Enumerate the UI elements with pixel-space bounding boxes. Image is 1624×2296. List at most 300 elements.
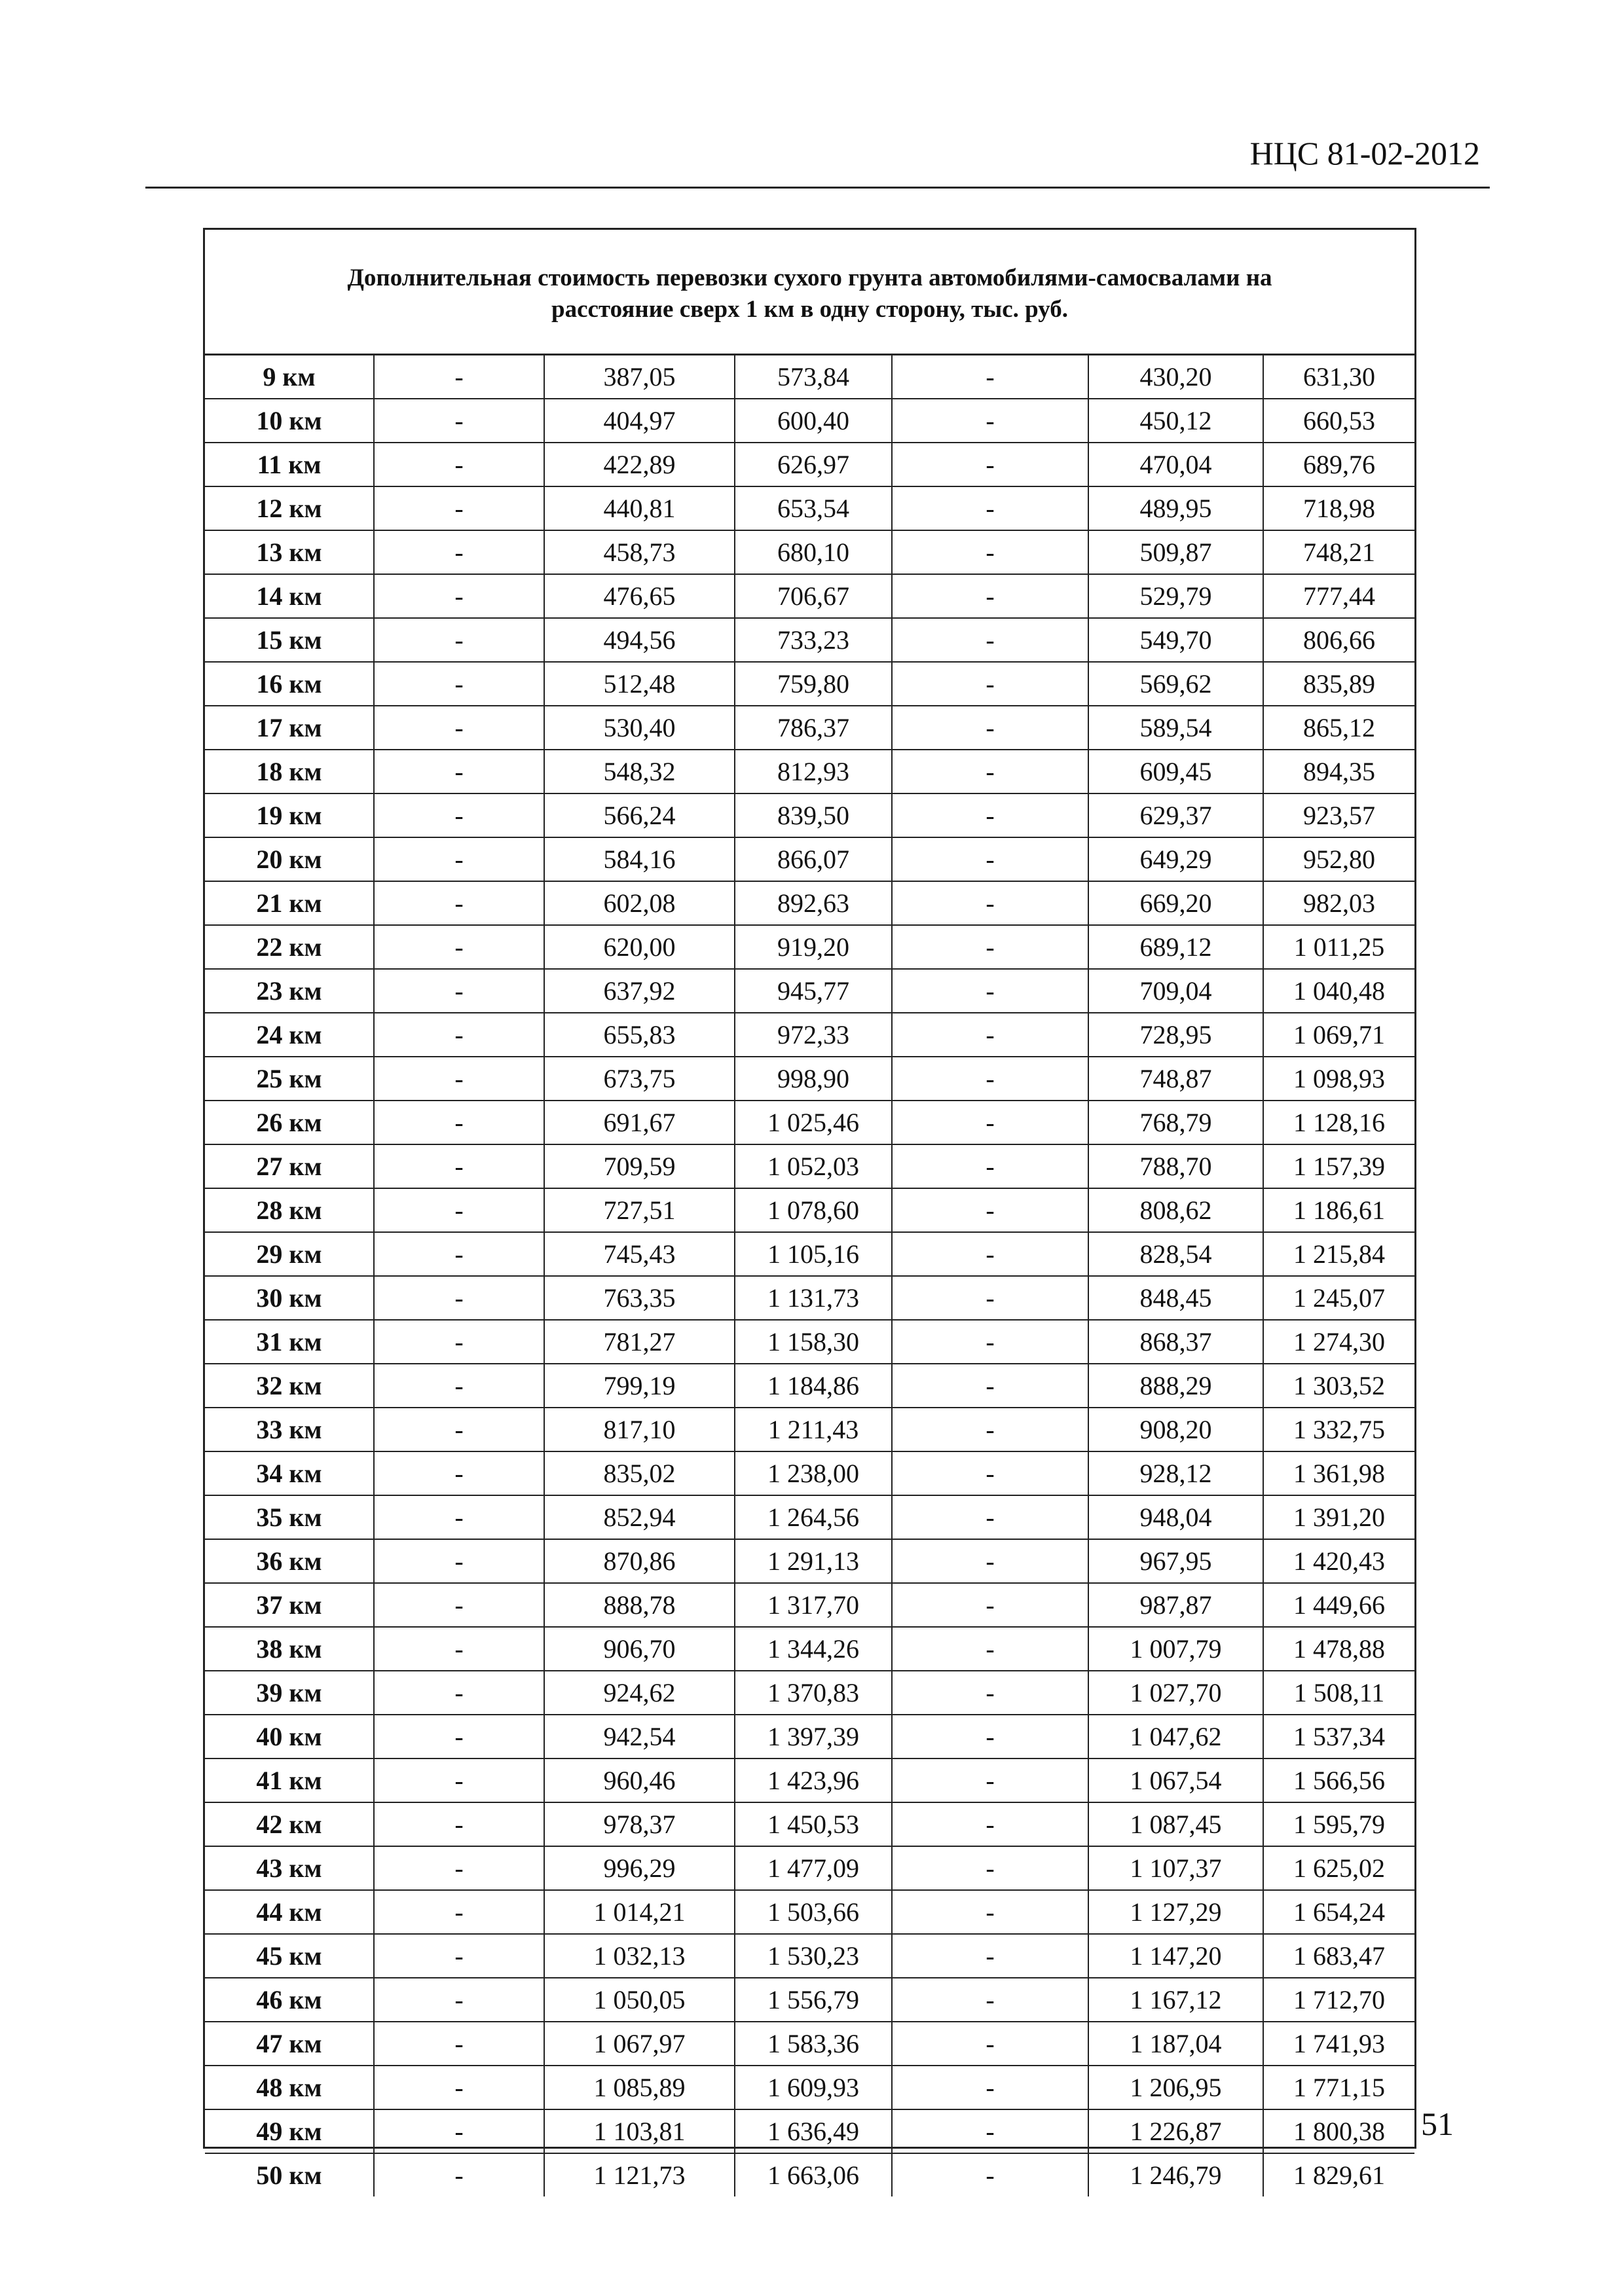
value-cell-6: 1 595,79 [1263,1802,1414,1846]
table-row [205,969,1414,1013]
value-cell-4: - [892,2066,1088,2109]
value-cell-1: - [374,1232,544,1276]
table-row [205,618,1414,662]
value-cell-5: 1 187,04 [1088,2022,1263,2066]
value-cell-3: 1 184,86 [735,1364,892,1408]
value-cell-2: 440,81 [544,486,735,530]
value-cell-5: 828,54 [1088,1232,1263,1276]
value-cell-6: 1 449,66 [1263,1583,1414,1627]
value-cell-6: 894,35 [1263,750,1414,793]
value-cell-4: - [892,355,1088,399]
distance-cell: 32 км [205,1364,374,1408]
page-number: 51 [1421,2105,1454,2142]
value-cell-1: - [374,618,544,662]
value-cell-2: 620,00 [544,925,735,969]
table-row [205,1627,1414,1671]
value-cell-3: 653,54 [735,486,892,530]
distance-cell: 47 км [205,2022,374,2066]
value-cell-4: - [892,662,1088,706]
value-cell-1: - [374,750,544,793]
value-cell-5: 589,54 [1088,706,1263,750]
caption-line-1: Дополнительная стоимость перевозки сухого грунта автомобилями-самосвалами на [347,264,1272,291]
distance-cell: 29 км [205,1232,374,1276]
distance-cell: 39 км [205,1671,374,1715]
value-cell-5: 768,79 [1088,1101,1263,1144]
distance-cell: 12 км [205,486,374,530]
value-cell-5: 788,70 [1088,1144,1263,1188]
value-cell-4: - [892,1320,1088,1364]
table-row [205,2066,1414,2109]
value-cell-1: - [374,1978,544,2022]
value-cell-5: 1 027,70 [1088,1671,1263,1715]
value-cell-3: 759,80 [735,662,892,706]
value-cell-4: - [892,2109,1088,2153]
value-cell-4: - [892,1583,1088,1627]
value-cell-2: 1 103,81 [544,2109,735,2153]
value-cell-1: - [374,793,544,837]
distance-cell: 33 км [205,1408,374,1451]
distance-cell: 30 км [205,1276,374,1320]
value-cell-4: - [892,706,1088,750]
value-cell-3: 680,10 [735,530,892,574]
value-cell-5: 629,37 [1088,793,1263,837]
value-cell-4: - [892,2153,1088,2196]
distance-cell: 43 км [205,1846,374,1890]
value-cell-1: - [374,1057,544,1101]
table-row [205,1188,1414,1232]
value-cell-3: 1 663,06 [735,2153,892,2196]
value-cell-4: - [892,793,1088,837]
value-cell-1: - [374,355,544,399]
value-cell-6: 865,12 [1263,706,1414,750]
value-cell-4: - [892,1101,1088,1144]
table-row [205,1495,1414,1539]
distance-cell: 16 км [205,662,374,706]
value-cell-6: 1 420,43 [1263,1539,1414,1583]
value-cell-6: 1 508,11 [1263,1671,1414,1715]
value-cell-3: 892,63 [735,881,892,925]
value-cell-6: 1 186,61 [1263,1188,1414,1232]
value-cell-4: - [892,1758,1088,1802]
value-cell-1: - [374,1934,544,1978]
value-cell-5: 1 167,12 [1088,1978,1263,2022]
table-row [205,1408,1414,1451]
value-cell-4: - [892,1539,1088,1583]
value-cell-2: 870,86 [544,1539,735,1583]
value-cell-5: 1 007,79 [1088,1627,1263,1671]
table-row [205,2022,1414,2066]
value-cell-3: 1 131,73 [735,1276,892,1320]
value-cell-6: 1 332,75 [1263,1408,1414,1451]
value-cell-4: - [892,1495,1088,1539]
value-cell-2: 637,92 [544,969,735,1013]
value-cell-5: 987,87 [1088,1583,1263,1627]
value-cell-4: - [892,969,1088,1013]
table-row [205,1144,1414,1188]
value-cell-2: 691,67 [544,1101,735,1144]
value-cell-3: 733,23 [735,618,892,662]
distance-cell: 41 км [205,1758,374,1802]
value-cell-5: 569,62 [1088,662,1263,706]
distance-cell: 42 км [205,1802,374,1846]
document-code: НЦС 81-02-2012 [1249,135,1480,172]
distance-cell: 31 км [205,1320,374,1364]
value-cell-4: - [892,486,1088,530]
table-row [205,1451,1414,1495]
value-cell-2: 1 067,97 [544,2022,735,2066]
value-cell-3: 1 238,00 [735,1451,892,1495]
value-cell-1: - [374,881,544,925]
value-cell-5: 908,20 [1088,1408,1263,1451]
value-cell-4: - [892,1890,1088,1934]
table-row [205,1057,1414,1101]
value-cell-2: 422,89 [544,443,735,486]
distance-cell: 44 км [205,1890,374,1934]
value-cell-2: 745,43 [544,1232,735,1276]
distance-cell: 11 км [205,443,374,486]
value-cell-3: 786,37 [735,706,892,750]
value-cell-6: 923,57 [1263,793,1414,837]
value-cell-6: 1 245,07 [1263,1276,1414,1320]
value-cell-1: - [374,1758,544,1802]
table-caption [205,230,1414,355]
value-cell-4: - [892,1364,1088,1408]
table-row [205,1890,1414,1934]
value-cell-2: 602,08 [544,881,735,925]
value-cell-2: 996,29 [544,1846,735,1890]
distance-cell: 25 км [205,1057,374,1101]
distance-cell: 17 км [205,706,374,750]
table-row [205,443,1414,486]
value-cell-5: 728,95 [1088,1013,1263,1057]
table-row [205,662,1414,706]
value-cell-3: 1 158,30 [735,1320,892,1364]
value-cell-3: 1 291,13 [735,1539,892,1583]
value-cell-3: 1 264,56 [735,1495,892,1539]
value-cell-6: 1 829,61 [1263,2153,1414,2196]
distance-cell: 13 км [205,530,374,574]
table-row [205,2109,1414,2153]
value-cell-4: - [892,1013,1088,1057]
value-cell-1: - [374,1890,544,1934]
value-cell-3: 839,50 [735,793,892,837]
value-cell-3: 706,67 [735,574,892,618]
data-grid [205,355,1414,2196]
table-row [205,1802,1414,1846]
value-cell-6: 835,89 [1263,662,1414,706]
value-cell-1: - [374,1495,544,1539]
value-cell-3: 1 556,79 [735,1978,892,2022]
value-cell-3: 1 025,46 [735,1101,892,1144]
value-cell-6: 1 478,88 [1263,1627,1414,1671]
value-cell-5: 709,04 [1088,969,1263,1013]
distance-cell: 38 км [205,1627,374,1671]
value-cell-2: 404,97 [544,399,735,443]
value-cell-5: 888,29 [1088,1364,1263,1408]
value-cell-2: 924,62 [544,1671,735,1715]
value-cell-3: 626,97 [735,443,892,486]
table-row [205,1846,1414,1890]
value-cell-6: 1 040,48 [1263,969,1414,1013]
value-cell-1: - [374,1013,544,1057]
value-cell-6: 1 011,25 [1263,925,1414,969]
value-cell-4: - [892,1846,1088,1890]
value-cell-6: 1 361,98 [1263,1451,1414,1495]
value-cell-1: - [374,399,544,443]
value-cell-3: 919,20 [735,925,892,969]
value-cell-5: 609,45 [1088,750,1263,793]
value-cell-5: 1 206,95 [1088,2066,1263,2109]
value-cell-6: 1 391,20 [1263,1495,1414,1539]
value-cell-5: 689,12 [1088,925,1263,969]
distance-cell: 27 км [205,1144,374,1188]
value-cell-1: - [374,1451,544,1495]
value-cell-4: - [892,881,1088,925]
value-cell-6: 1 800,38 [1263,2109,1414,2153]
value-cell-3: 1 317,70 [735,1583,892,1627]
table-row [205,355,1414,399]
table-row [205,750,1414,793]
value-cell-4: - [892,1934,1088,1978]
value-cell-1: - [374,2153,544,2196]
value-cell-3: 1 450,53 [735,1802,892,1846]
distance-cell: 9 км [205,355,374,399]
distance-cell: 49 км [205,2109,374,2153]
value-cell-1: - [374,2109,544,2153]
value-cell-2: 1 032,13 [544,1934,735,1978]
value-cell-2: 763,35 [544,1276,735,1320]
value-cell-3: 1 609,93 [735,2066,892,2109]
table-row [205,1978,1414,2022]
distance-cell: 15 км [205,618,374,662]
value-cell-4: - [892,1276,1088,1320]
value-cell-3: 600,40 [735,399,892,443]
distance-cell: 21 км [205,881,374,925]
value-cell-5: 1 047,62 [1088,1715,1263,1758]
value-cell-5: 1 147,20 [1088,1934,1263,1978]
table-row [205,1539,1414,1583]
distance-cell: 37 км [205,1583,374,1627]
value-cell-1: - [374,1188,544,1232]
value-cell-6: 777,44 [1263,574,1414,618]
value-cell-5: 430,20 [1088,355,1263,399]
value-cell-3: 1 503,66 [735,1890,892,1934]
value-cell-5: 549,70 [1088,618,1263,662]
value-cell-3: 1 636,49 [735,2109,892,2153]
value-cell-5: 649,29 [1088,837,1263,881]
value-cell-1: - [374,925,544,969]
value-cell-2: 548,32 [544,750,735,793]
value-cell-2: 709,59 [544,1144,735,1188]
value-cell-1: - [374,1671,544,1715]
table-row [205,1013,1414,1057]
table-row [205,399,1414,443]
value-cell-1: - [374,2022,544,2066]
value-cell-6: 1 683,47 [1263,1934,1414,1978]
value-cell-2: 817,10 [544,1408,735,1451]
value-cell-4: - [892,530,1088,574]
table-row [205,1276,1414,1320]
table-row [205,1671,1414,1715]
value-cell-6: 1 303,52 [1263,1364,1414,1408]
value-cell-3: 1 397,39 [735,1715,892,1758]
value-cell-5: 669,20 [1088,881,1263,925]
value-cell-2: 476,65 [544,574,735,618]
value-cell-4: - [892,399,1088,443]
value-cell-3: 945,77 [735,969,892,1013]
value-cell-4: - [892,1671,1088,1715]
value-cell-2: 512,48 [544,662,735,706]
table-row [205,881,1414,925]
value-cell-1: - [374,1276,544,1320]
value-cell-4: - [892,2022,1088,2066]
value-cell-1: - [374,662,544,706]
table-row [205,486,1414,530]
value-cell-2: 458,73 [544,530,735,574]
value-cell-3: 1 370,83 [735,1671,892,1715]
distance-cell: 23 км [205,969,374,1013]
value-cell-5: 748,87 [1088,1057,1263,1101]
distance-cell: 26 км [205,1101,374,1144]
value-cell-4: - [892,1978,1088,2022]
value-cell-1: - [374,1364,544,1408]
value-cell-5: 948,04 [1088,1495,1263,1539]
value-cell-3: 1 344,26 [735,1627,892,1671]
value-cell-2: 978,37 [544,1802,735,1846]
value-cell-2: 1 014,21 [544,1890,735,1934]
distance-cell: 46 км [205,1978,374,2022]
value-cell-5: 450,12 [1088,399,1263,443]
value-cell-1: - [374,2066,544,2109]
value-cell-4: - [892,1057,1088,1101]
value-cell-5: 509,87 [1088,530,1263,574]
value-cell-6: 1 274,30 [1263,1320,1414,1364]
distance-cell: 28 км [205,1188,374,1232]
value-cell-4: - [892,1188,1088,1232]
value-cell-1: - [374,1583,544,1627]
value-cell-6: 660,53 [1263,399,1414,443]
value-cell-1: - [374,1846,544,1890]
distance-cell: 24 км [205,1013,374,1057]
value-cell-4: - [892,1144,1088,1188]
value-cell-6: 689,76 [1263,443,1414,486]
table-row [205,706,1414,750]
value-cell-1: - [374,530,544,574]
cost-table [203,228,1416,2190]
value-cell-5: 1 127,29 [1088,1890,1263,1934]
distance-cell: 35 км [205,1495,374,1539]
value-cell-5: 470,04 [1088,443,1263,486]
value-cell-4: - [892,837,1088,881]
value-cell-5: 1 226,87 [1088,2109,1263,2153]
header-rule [145,187,1490,189]
value-cell-2: 835,02 [544,1451,735,1495]
value-cell-6: 1 566,56 [1263,1758,1414,1802]
value-cell-1: - [374,486,544,530]
value-cell-4: - [892,1232,1088,1276]
value-cell-2: 566,24 [544,793,735,837]
value-cell-4: - [892,1715,1088,1758]
distance-cell: 20 км [205,837,374,881]
value-cell-6: 631,30 [1263,355,1414,399]
value-cell-4: - [892,618,1088,662]
value-cell-3: 1 583,36 [735,2022,892,2066]
distance-cell: 48 км [205,2066,374,2109]
table-row [205,1364,1414,1408]
distance-cell: 22 км [205,925,374,969]
table-row [205,1232,1414,1276]
value-cell-3: 1 052,03 [735,1144,892,1188]
value-cell-5: 1 087,45 [1088,1802,1263,1846]
value-cell-6: 1 771,15 [1263,2066,1414,2109]
distance-cell: 10 км [205,399,374,443]
value-cell-6: 1 654,24 [1263,1890,1414,1934]
distance-cell: 19 км [205,793,374,837]
value-cell-2: 584,16 [544,837,735,881]
value-cell-2: 906,70 [544,1627,735,1671]
table-row [205,837,1414,881]
value-cell-3: 1 211,43 [735,1408,892,1451]
value-cell-2: 1 121,73 [544,2153,735,2196]
value-cell-6: 1 069,71 [1263,1013,1414,1057]
value-cell-4: - [892,574,1088,618]
value-cell-2: 781,27 [544,1320,735,1364]
value-cell-1: - [374,837,544,881]
value-cell-5: 489,95 [1088,486,1263,530]
value-cell-1: - [374,1715,544,1758]
value-cell-4: - [892,925,1088,969]
table-row [205,1934,1414,1978]
value-cell-5: 967,95 [1088,1539,1263,1583]
value-cell-6: 1 098,93 [1263,1057,1414,1101]
table-row [205,1715,1414,1758]
value-cell-2: 494,56 [544,618,735,662]
value-cell-5: 928,12 [1088,1451,1263,1495]
table-row [205,1758,1414,1802]
value-cell-6: 1 712,70 [1263,1978,1414,2022]
distance-cell: 36 км [205,1539,374,1583]
value-cell-6: 1 537,34 [1263,1715,1414,1758]
table-row [205,793,1414,837]
caption-line-2: расстояние сверх 1 км в одну сторону, тыс. руб. [551,295,1068,323]
value-cell-1: - [374,1320,544,1364]
value-cell-3: 866,07 [735,837,892,881]
value-cell-3: 1 078,60 [735,1188,892,1232]
distance-cell: 18 км [205,750,374,793]
value-cell-4: - [892,1451,1088,1495]
value-cell-4: - [892,1802,1088,1846]
value-cell-3: 1 423,96 [735,1758,892,1802]
value-cell-6: 1 625,02 [1263,1846,1414,1890]
value-cell-2: 673,75 [544,1057,735,1101]
table-row [205,2153,1414,2196]
value-cell-5: 1 107,37 [1088,1846,1263,1890]
value-cell-3: 998,90 [735,1057,892,1101]
value-cell-1: - [374,1101,544,1144]
value-cell-6: 982,03 [1263,881,1414,925]
value-cell-1: - [374,1627,544,1671]
value-cell-6: 1 215,84 [1263,1232,1414,1276]
value-cell-1: - [374,1539,544,1583]
value-cell-5: 529,79 [1088,574,1263,618]
value-cell-3: 1 105,16 [735,1232,892,1276]
value-cell-1: - [374,1408,544,1451]
value-cell-5: 1 246,79 [1088,2153,1263,2196]
value-cell-4: - [892,1408,1088,1451]
value-cell-5: 808,62 [1088,1188,1263,1232]
value-cell-5: 868,37 [1088,1320,1263,1364]
value-cell-3: 1 477,09 [735,1846,892,1890]
